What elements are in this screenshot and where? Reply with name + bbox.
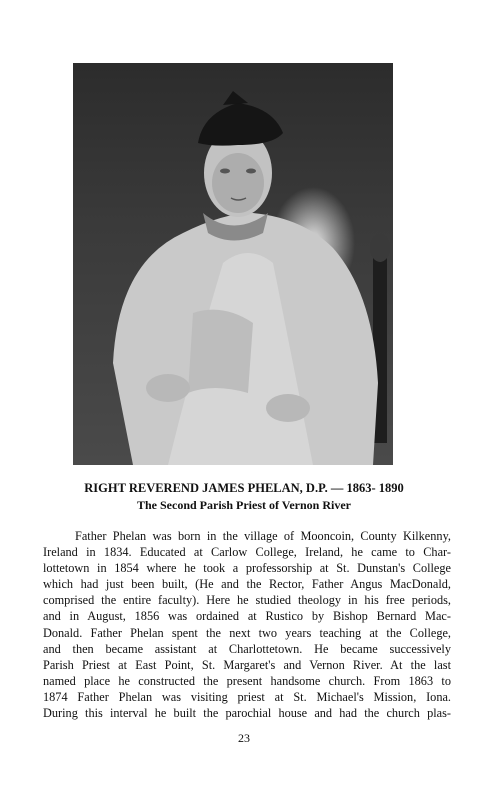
portrait-figure [73, 63, 393, 465]
body-line: and then became assistant at Charlottetown. He became successively [43, 641, 451, 656]
body-line: named place he constructed the present handsome church. From 1863 to [43, 673, 451, 688]
portrait-photograph [73, 63, 393, 465]
body-line: lottetown in 1854 where he took a professorship at St. Dunstan's College [43, 561, 451, 576]
body-line: Parish Priest at East Point, St. Margaret's and Vernon River. At the last [43, 657, 451, 672]
body-line: During this interval he built the parochial house and had the church plas- [43, 706, 451, 721]
body-paragraph [43, 528, 451, 721]
body-line: which had just been built, (He and the Rector, Father Angus MacDonald, [43, 577, 451, 592]
body-line: and in August, 1856 was ordained at Rustico by Bishop Bernard Mac- [43, 609, 451, 624]
caption-title: RIGHT REVEREND JAMES PHELAN, D.P. — 1863- 1890 [84, 481, 404, 495]
body-line: comprised the entire faculty). Here he studied theology in his free periods, [43, 593, 451, 608]
body-line: Ireland in 1834. Educated at Carlow College, Ireland, he came to Char- [43, 545, 451, 560]
page-number: 23 [238, 731, 250, 745]
caption-subtitle: The Second Parish Priest of Vernon River [137, 498, 351, 512]
body-line: Father Phelan was born in the village of Mooncoin, County Kilkenny, [75, 529, 451, 543]
body-line: Donald. Father Phelan spent the next two years teaching at the College, [43, 625, 451, 640]
body-line: 1874 Father Phelan was visiting priest at St. Michael's Mission, Iona. [43, 689, 451, 704]
